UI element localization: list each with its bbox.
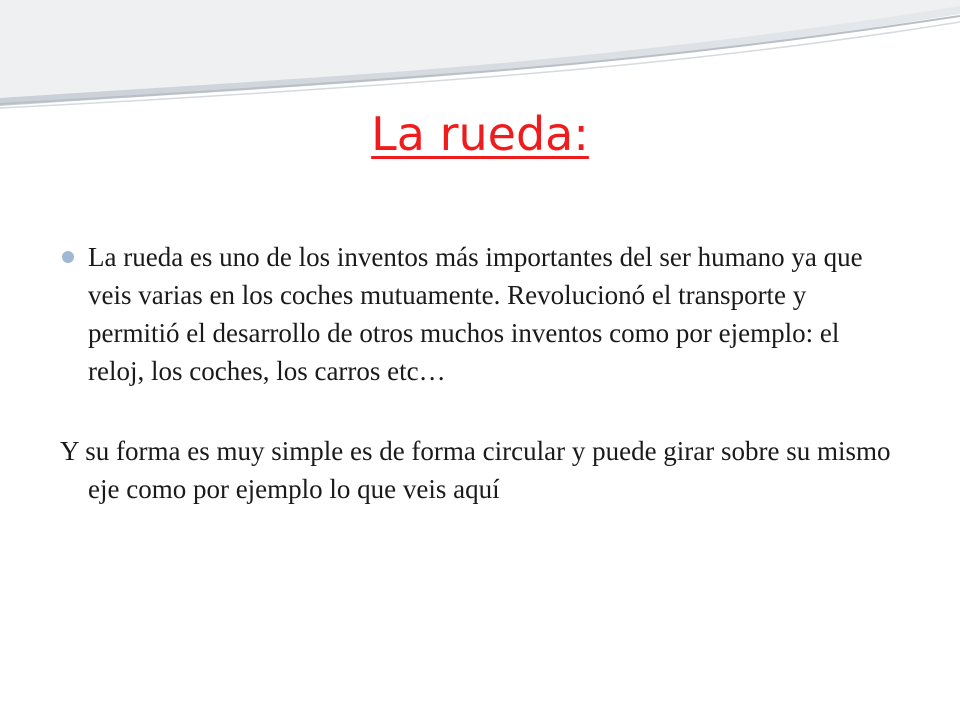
body-paragraph: Y su forma es muy simple es de forma circular y puede girar sobre su mismo eje como por ejemplo lo que veis aquí bbox=[60, 436, 891, 504]
bullet-text: La rueda es uno de los inventos más importantes del ser humano ya que veis varias en los coches mutuamente. Revolucionó el transporte y permitió el desarrollo de otros muchos inventos como por ejemplo: el reloj, los coches, los carros etc… bbox=[88, 242, 863, 386]
bullet-icon bbox=[62, 251, 74, 263]
slide-body bbox=[60, 238, 900, 508]
slide-title: La rueda: bbox=[371, 107, 589, 161]
bullet-paragraph bbox=[60, 238, 900, 390]
